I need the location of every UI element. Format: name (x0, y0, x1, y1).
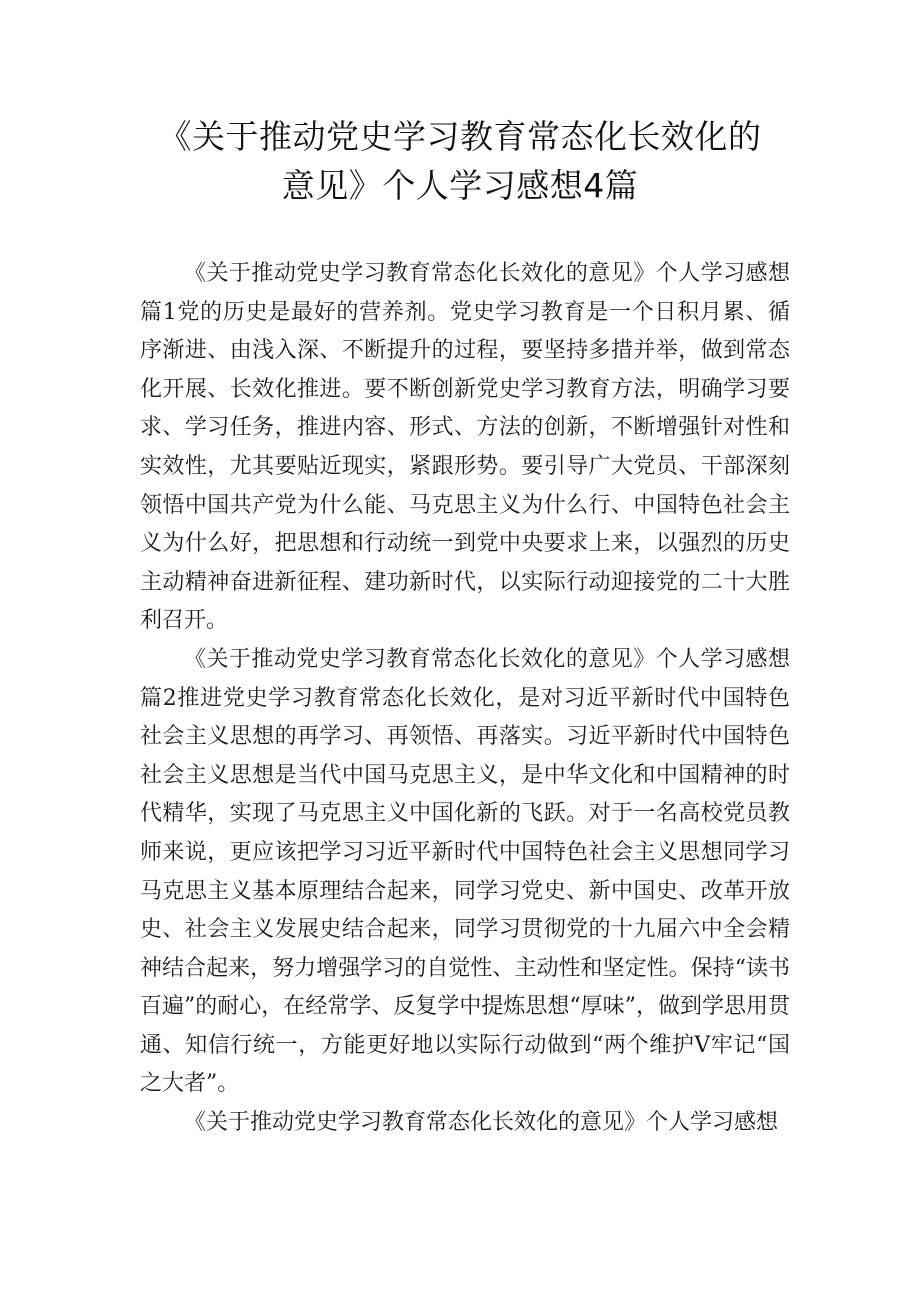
paragraph-3: 《关于推动党史学习教育常态化长效化的意见》个人学习感想 (184, 1110, 779, 1136)
paragraph-1: 《关于推动党史学习教育常态化长效化的意见》个人学习感想篇1党的历史是最好的营养剂。党史学习教育是一个日积月累、循序渐进、由浅入深、不断提升的过程，要坚持多措并举，做到常态化开展、长效化推进。要不断创新党史学习教育方法，明确学习要求、学习任务，推进内容、形式、方法的创新，不断增强针对性和实效性，尤其要贴近现实，紧跟形势。要引导广大党员、干部深刻领悟中国共产党为什么能、马克思主义为什么行、中国特色社会主义为什么好，把思想和行动统一到党中央要求上来，以强烈的历史主动精神奋进新征程、建功新时代，以实际行动迎接党的二十大胜利召开。 (140, 261, 790, 634)
document-title (0, 112, 920, 210)
document-body (140, 255, 790, 1143)
title-line-1: 《关于推动党史学习教育常态化长效化的 (158, 117, 762, 156)
paragraph-2: 《关于推动党史学习教育常态化长效化的意见》个人学习感想篇2推进党史学习教育常态化长效化，是对习近平新时代中国特色社会主义思想的再学习、再领悟、再落实。习近平新时代中国特色社会主义思想是当代中国马克思主义，是中华文化和中国精神的时代精华，实现了马克思主义中国化新的飞跃。对于一名高校党员教师来说，更应该把学习习近平新时代中国特色社会主义思想同学习马克思主义基本原理结合起来，同学习党史、新中国史、改革开放史、社会主义发展史结合起来，同学习贯彻党的十九届六中全会精神结合起来，努力增强学习的自觉性、主动性和坚定性。保持“读书百遍”的耐心，在经常学、反复学中提炼思想“厚味”，做到学思用贯通、知信行统一，方能更好地以实际行动做到“两个维护V牢记“国之大者”。 (140, 646, 790, 1097)
title-line-2: 意见》个人学习感想4篇 (281, 166, 639, 205)
